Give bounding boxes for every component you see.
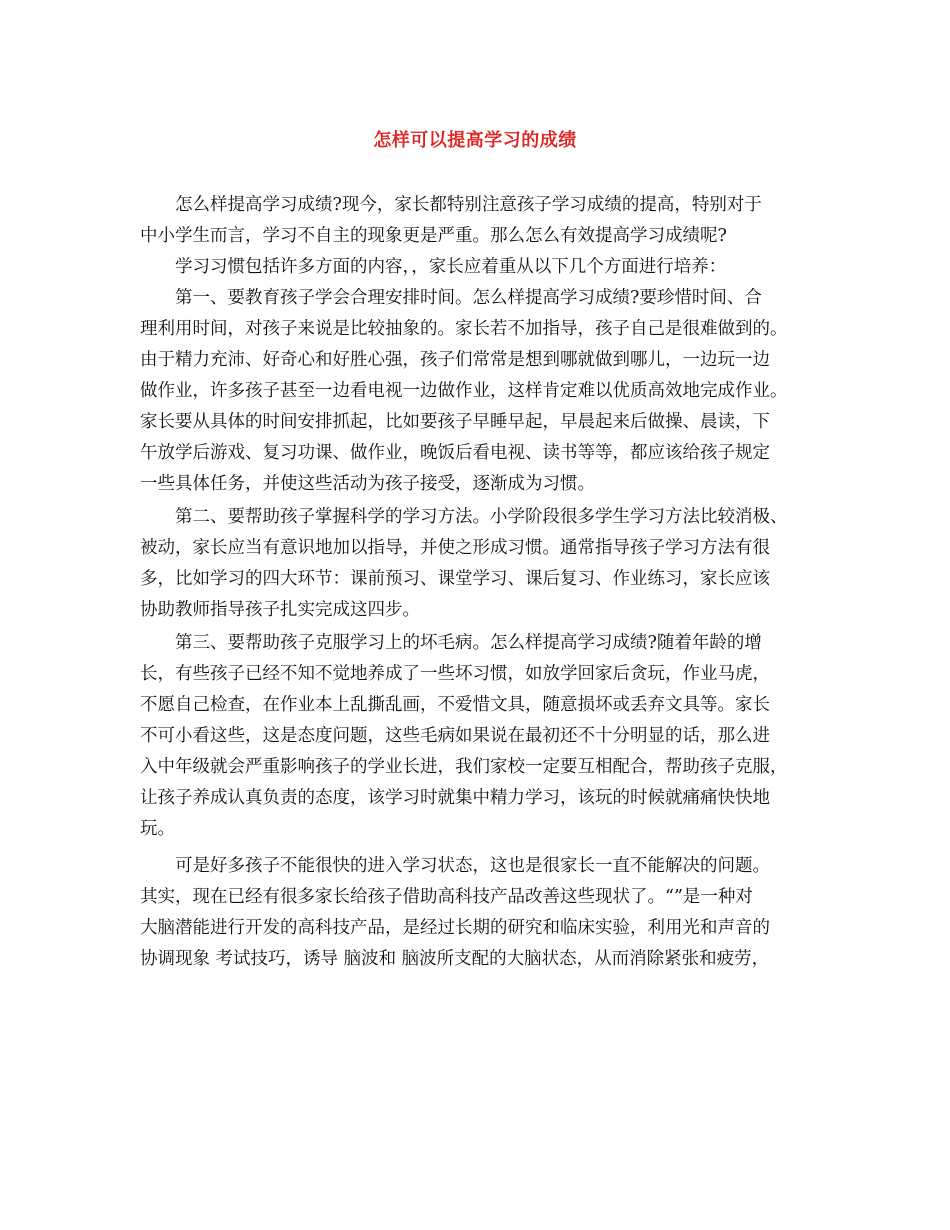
text-line: 被动，家长应当有意识地加以指导，并使之形成习惯。通常指导孩子学习方法有很 — [140, 538, 770, 558]
text-line: 第一、要教育孩子学会合理安排时间。怎么样提高学习成绩?要珍惜时间、合 — [175, 288, 762, 308]
text-line: 第二、要帮助孩子掌握科学的学习方法。小学阶段很多学生学习方法比较消极、 — [175, 507, 788, 527]
text-line: 一些具体任务，并使这些活动为孩子接受，逐渐成为习惯。 — [140, 474, 595, 494]
text-line: 理利用时间，对孩子来说是比较抽象的。家长若不加指导，孩子自己是很难做到的。 — [140, 319, 788, 339]
text-line: 做作业，许多孩子甚至一边看电视一边做作业，这样肯定难以优质高效地完成作业。 — [140, 381, 788, 401]
text-line: 不可小看这些，这是态度问题，这些毛病如果说在最初还不十分明显的话，那么进 — [140, 726, 770, 746]
text-line: 第三、要帮助孩子克服学习上的坏毛病。怎么样提高学习成绩?随着年龄的增 — [175, 633, 762, 653]
text-line: 怎么样提高学习成绩?现今，家长都特别注意孩子学习成绩的提高，特别对于 — [175, 195, 762, 215]
document-body — [140, 190, 820, 975]
text-line: 玩。 — [140, 819, 175, 839]
text-line: 其实，现在已经有很多家长给孩子借助高科技产品改善这些现状了。“”是一种对 — [140, 887, 753, 907]
text-line: 午放学后游戏、复习功课、做作业，晚饭后看电视、读书等等，都应该给孩子规定 — [140, 443, 770, 463]
document-title: 怎样可以提高学习的成绩 — [373, 130, 577, 151]
text-line: 让孩子养成认真负责的态度，该学习时就集中精力学习，该玩的时候就痛痛快快地 — [140, 788, 770, 808]
text-line: 协助教师指导孩子扎实完成这四步。 — [140, 600, 420, 620]
text-line: 入中年级就会严重影响孩子的学业长进，我们家校一定要互相配合，帮助孩子克服， — [140, 757, 788, 777]
text-line: 可是好多孩子不能很快的进入学习状态，这也是很家长一直不能解决的问题。 — [175, 856, 770, 876]
text-line: 长，有些孩子已经不知不觉地养成了一些坏习惯，如放学回家后贪玩，作业马虎， — [140, 664, 770, 684]
text-line: 家长要从具体的时间安排抓起，比如要孩子早睡早起，早晨起来后做操、晨读，下 — [140, 412, 770, 432]
text-line: 协调现象 考试技巧，诱导 脑波和 脑波所支配的大脑状态，从而消除紧张和疲劳， — [140, 949, 770, 969]
text-line: 不愿自己检查，在作业本上乱撕乱画，不爱惜文具，随意损坏或丢弃文具等。家长 — [140, 695, 770, 715]
text-line: 多，比如学习的四大环节：课前预习、课堂学习、课后复习、作业练习，家长应该 — [140, 569, 770, 589]
text-line: 中小学生而言，学习不自主的现象更是严重。那么怎么有效提高学习成绩呢? — [140, 226, 727, 246]
text-line: 由于精力充沛、好奇心和好胜心强，孩子们常常是想到哪就做到哪儿，一边玩一边 — [140, 350, 770, 370]
text-line: 学习习惯包括许多方面的内容，，家长应着重从以下几个方面进行培养： — [175, 257, 727, 277]
text-line: 大脑潜能进行开发的高科技产品，是经过长期的研究和临床实验，利用光和声音的 — [140, 918, 770, 938]
